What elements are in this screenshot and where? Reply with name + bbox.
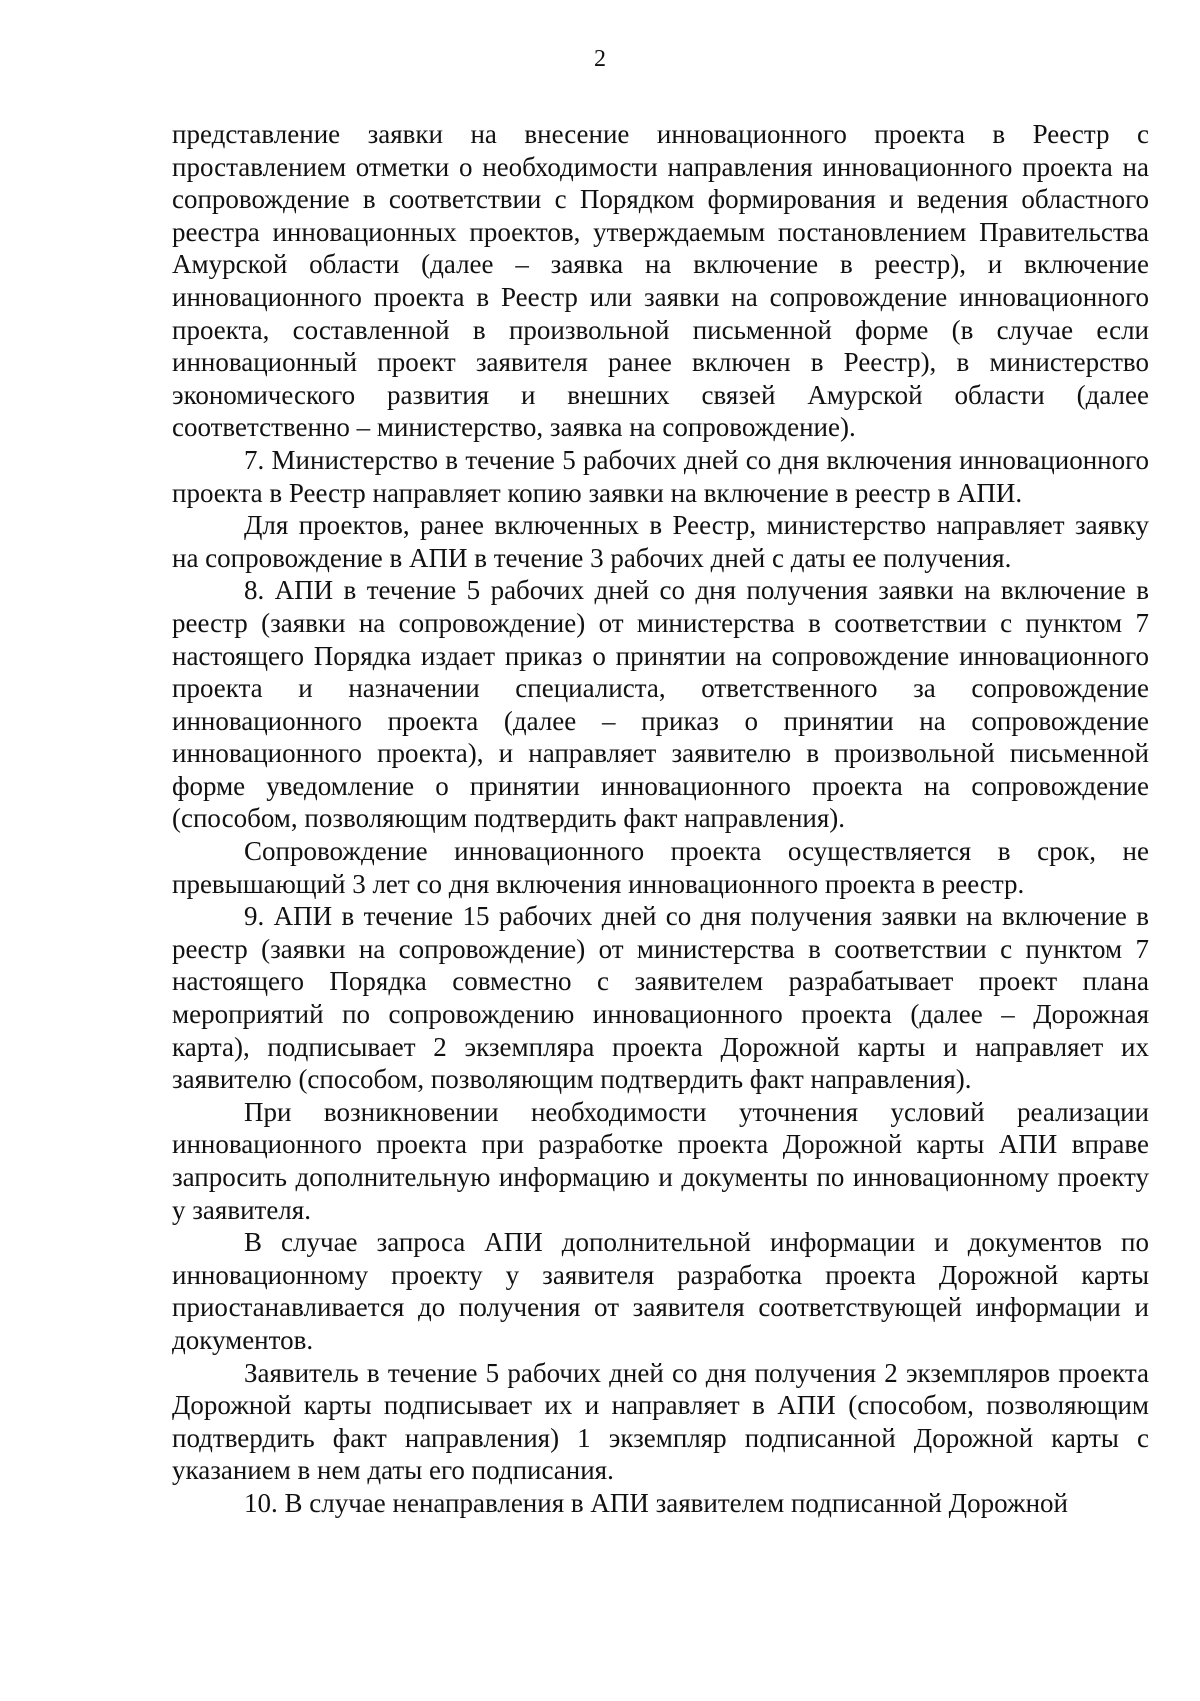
- page-number: 2: [594, 46, 606, 72]
- paragraph-item-9: 9. АПИ в течение 15 рабочих дней со дня получения заявки на включение в реестр (заявки на сопровождение) от министерства в соответствии с пунктом 7 настоящего Порядка совместно с заявителем разрабатывает проект плана мероприятий по сопровождению инновационного проекта (далее – Дорожная карта), подписывает 2 экземпляра проекта Дорожной карты и направляет их заявителю (способом, позволяющим подтвердить факт направления).: [172, 901, 1149, 1095]
- paragraph-item-9-clarification: При возникновении необходимости уточнения условий реализации инновационного проекта при разработке проекта Дорожной карты АПИ вправе запросить дополнительную информацию и документы по инновационному проекту у заявителя.: [172, 1096, 1149, 1225]
- document-body: [172, 118, 1149, 1520]
- paragraph-item-7-projects: Для проектов, ранее включенных в Реестр, министерство направляет заявку на сопровождение в АПИ в течение 3 рабочих дней с даты ее получения.: [172, 510, 1149, 573]
- paragraph-item-7: 7. Министерство в течение 5 рабочих дней со дня включения инновационного проекта в Реестр направляет копию заявки на включение в реестр в АПИ.: [172, 444, 1149, 508]
- paragraph-item-10: 10. В случае ненаправления в АПИ заявителем подписанной Дорожной: [244, 1487, 1068, 1518]
- paragraph-intro-continuation: представление заявки на внесение инновационного проекта в Реестр с проставлением отметки о необходимости направления инновационного проекта на сопровождение в соответствии с Порядком формирования и ведения областного реестра инновационных проектов, утверждаемым постановлением Правительства Амурской области (далее – заявка на включение в реестр), и включение инновационного проекта в Реестр или заявки на сопровождение инновационного проекта, составленной в произвольной письменной форме (в случае если инновационный проект заявителя ранее включен в Реестр), в министерство экономического развития и внешних связей Амурской области (далее соответственно – министерство, заявка на сопровождение).: [172, 119, 1149, 443]
- paragraph-item-8-term: Сопровождение инновационного проекта осуществляется в срок, не превышающий 3 лет со дня включения инновационного проекта в реестр.: [172, 836, 1149, 899]
- paragraph-item-8: 8. АПИ в течение 5 рабочих дней со дня получения заявки на включение в реестр (заявки на сопровождение) от министерства в соответствии с пунктом 7 настоящего Порядка издает приказ о принятии на сопровождение инновационного проекта и назначении специалиста, ответственного за сопровождение инновационного проекта (далее – приказ о принятии на сопровождение инновационного проекта), и направляет заявителю в произвольной письменной форме уведомление о принятии инновационного проекта на сопровождение (способом, позволяющим подтвердить факт направления).: [172, 575, 1149, 834]
- paragraph-item-9-applicant: Заявитель в течение 5 рабочих дней со дня получения 2 экземпляров проекта Дорожной карты подписывает их и направляет в АПИ (способом, позволяющим подтвердить факт направления) 1 экземпляр подписанной Дорожной карты с указанием в нем даты его подписания.: [172, 1357, 1149, 1486]
- paragraph-item-9-suspension: В случае запроса АПИ дополнительной информации и документов по инновационному проекту у заявителя разработка проекта Дорожной карты приостанавливается до получения от заявителя соответствующей информации и документов.: [172, 1227, 1149, 1355]
